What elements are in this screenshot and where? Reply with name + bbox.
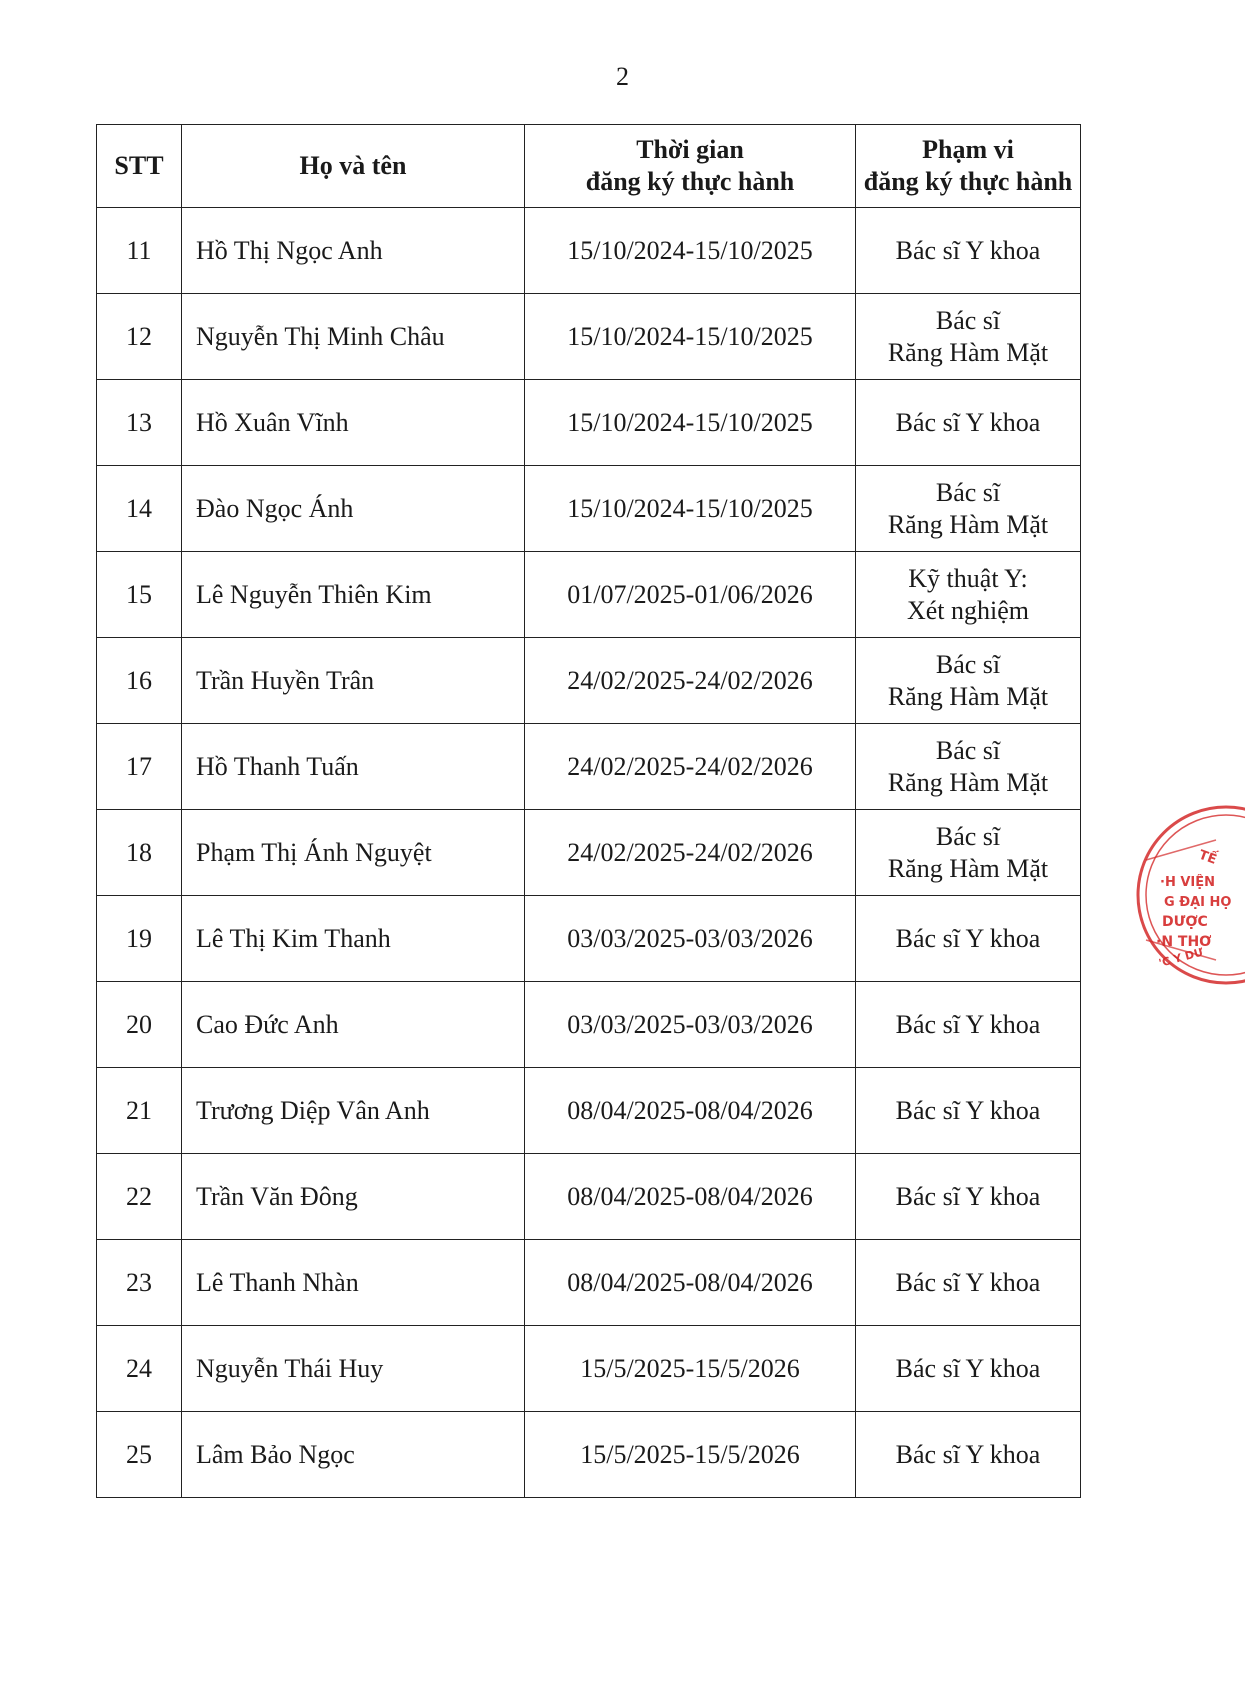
svg-text:DƯỢC: DƯỢC xyxy=(1162,914,1208,930)
table-row xyxy=(97,466,1081,552)
cell-name: Lê Thị Kim Thanh xyxy=(182,896,525,982)
table-row xyxy=(97,380,1081,466)
cell-scope xyxy=(856,380,1081,466)
cell-time: 15/10/2024-15/10/2025 xyxy=(525,208,856,294)
cell-time: 15/10/2024-15/10/2025 xyxy=(525,466,856,552)
cell-name: Nguyễn Thị Minh Châu xyxy=(182,294,525,380)
cell-name: Trương Diệp Vân Anh xyxy=(182,1068,525,1154)
cell-time: 08/04/2025-08/04/2026 xyxy=(525,1154,856,1240)
cell-time: 08/04/2025-08/04/2026 xyxy=(525,1068,856,1154)
header-stt: STT xyxy=(97,125,182,208)
cell-scope-line: Răng Hàm Mặt xyxy=(887,681,1049,711)
cell-stt: 12 xyxy=(97,294,182,380)
cell-stt: 14 xyxy=(97,466,182,552)
cell-scope xyxy=(856,1154,1081,1240)
cell-name: Lâm Bảo Ngọc xyxy=(182,1412,525,1498)
cell-scope xyxy=(856,638,1081,724)
cell-scope-line: Răng Hàm Mặt xyxy=(887,337,1049,367)
cell-time: 15/5/2025-15/5/2026 xyxy=(525,1326,856,1412)
header-scope-line-1: Phạm vi xyxy=(922,135,1014,164)
header-time-line-2: đăng ký thực hành xyxy=(585,167,795,196)
cell-scope-line: Bác sĩ xyxy=(935,477,1001,507)
cell-stt: 23 xyxy=(97,1240,182,1326)
table-row xyxy=(97,896,1081,982)
cell-name: Lê Nguyễn Thiên Kim xyxy=(182,552,525,638)
cell-time: 24/02/2025-24/02/2026 xyxy=(525,724,856,810)
header-scope xyxy=(856,125,1081,208)
svg-text:'C Y DƯ: 'C Y DƯ xyxy=(1157,945,1205,970)
page-number: 2 xyxy=(616,62,629,91)
table-row xyxy=(97,1412,1081,1498)
table-row xyxy=(97,294,1081,380)
table-body xyxy=(97,208,1081,1498)
table-row xyxy=(97,208,1081,294)
cell-scope xyxy=(856,552,1081,638)
cell-name: Nguyễn Thái Huy xyxy=(182,1326,525,1412)
cell-stt: 11 xyxy=(97,208,182,294)
cell-scope-line: Bác sĩ Y khoa xyxy=(895,1095,1041,1125)
svg-text:·H VIỆN: ·H VIỆN xyxy=(1160,875,1216,890)
cell-scope-line: Xét nghiệm xyxy=(906,595,1030,625)
cell-scope-line: Bác sĩ Y khoa xyxy=(895,1181,1041,1211)
cell-name: Trần Huyền Trân xyxy=(182,638,525,724)
cell-name: Lê Thanh Nhàn xyxy=(182,1240,525,1326)
cell-scope-line: Bác sĩ Y khoa xyxy=(895,407,1041,437)
cell-name: Hồ Thanh Tuấn xyxy=(182,724,525,810)
cell-stt: 18 xyxy=(97,810,182,896)
registration-table xyxy=(96,124,1081,1498)
cell-scope-line: Bác sĩ xyxy=(935,821,1001,851)
cell-time: 15/10/2024-15/10/2025 xyxy=(525,294,856,380)
cell-scope-line: Bác sĩ Y khoa xyxy=(895,1267,1041,1297)
cell-scope-line: Bác sĩ xyxy=(935,305,1001,335)
table-row xyxy=(97,982,1081,1068)
cell-scope xyxy=(856,1412,1081,1498)
cell-scope xyxy=(856,982,1081,1068)
cell-scope xyxy=(856,810,1081,896)
cell-stt: 21 xyxy=(97,1068,182,1154)
table-row xyxy=(97,724,1081,810)
cell-name: Cao Đức Anh xyxy=(182,982,525,1068)
cell-scope xyxy=(856,1326,1081,1412)
table-row xyxy=(97,1068,1081,1154)
cell-scope-line: Bác sĩ Y khoa xyxy=(895,235,1041,265)
cell-time: 24/02/2025-24/02/2026 xyxy=(525,638,856,724)
cell-scope-line: Răng Hàm Mặt xyxy=(887,767,1049,797)
table-row xyxy=(97,1326,1081,1412)
official-stamp-seal xyxy=(1126,800,1236,990)
cell-stt: 13 xyxy=(97,380,182,466)
cell-scope xyxy=(856,208,1081,294)
cell-name: Hồ Xuân Vĩnh xyxy=(182,380,525,466)
svg-text:TẾ: TẾ xyxy=(1196,847,1219,868)
svg-text:·N THƠ: ·N THƠ xyxy=(1156,934,1212,950)
svg-text:G ĐẠI HỌ: G ĐẠI HỌ xyxy=(1164,895,1232,910)
cell-name: Đào Ngọc Ánh xyxy=(182,466,525,552)
table-row xyxy=(97,810,1081,896)
cell-scope xyxy=(856,466,1081,552)
table-row xyxy=(97,1154,1081,1240)
cell-stt: 16 xyxy=(97,638,182,724)
cell-scope-line: Bác sĩ xyxy=(935,735,1001,765)
cell-scope-line: Bác sĩ Y khoa xyxy=(895,1439,1041,1469)
cell-scope-line: Bác sĩ Y khoa xyxy=(895,1009,1041,1039)
table-header-row xyxy=(97,125,1081,208)
cell-scope-line: Bác sĩ xyxy=(935,649,1001,679)
cell-scope-line: Bác sĩ Y khoa xyxy=(895,1353,1041,1383)
cell-stt: 25 xyxy=(97,1412,182,1498)
cell-scope-line: Kỹ thuật Y: xyxy=(908,563,1028,593)
cell-name: Trần Văn Đông xyxy=(182,1154,525,1240)
cell-stt: 24 xyxy=(97,1326,182,1412)
official-stamp xyxy=(1126,800,1236,990)
table-row xyxy=(97,638,1081,724)
cell-time: 15/5/2025-15/5/2026 xyxy=(525,1412,856,1498)
cell-scope xyxy=(856,1240,1081,1326)
cell-scope-line: Bác sĩ Y khoa xyxy=(895,923,1041,953)
cell-name: Hồ Thị Ngọc Anh xyxy=(182,208,525,294)
header-name: Họ và tên xyxy=(182,125,525,208)
cell-scope-line: Răng Hàm Mặt xyxy=(887,853,1049,883)
cell-time: 08/04/2025-08/04/2026 xyxy=(525,1240,856,1326)
cell-stt: 15 xyxy=(97,552,182,638)
cell-scope xyxy=(856,1068,1081,1154)
cell-stt: 20 xyxy=(97,982,182,1068)
table-row xyxy=(97,1240,1081,1326)
cell-stt: 22 xyxy=(97,1154,182,1240)
header-scope-line-2: đăng ký thực hành xyxy=(863,167,1073,196)
header-time xyxy=(525,125,856,208)
cell-name: Phạm Thị Ánh Nguyệt xyxy=(182,810,525,896)
cell-time: 03/03/2025-03/03/2026 xyxy=(525,982,856,1068)
cell-time: 01/07/2025-01/06/2026 xyxy=(525,552,856,638)
cell-scope xyxy=(856,294,1081,380)
table-row xyxy=(97,552,1081,638)
cell-time: 15/10/2024-15/10/2025 xyxy=(525,380,856,466)
cell-scope xyxy=(856,724,1081,810)
cell-time: 24/02/2025-24/02/2026 xyxy=(525,810,856,896)
cell-scope-line: Răng Hàm Mặt xyxy=(887,509,1049,539)
cell-time: 03/03/2025-03/03/2026 xyxy=(525,896,856,982)
cell-stt: 17 xyxy=(97,724,182,810)
cell-scope xyxy=(856,896,1081,982)
header-time-line-1: Thời gian xyxy=(636,135,744,164)
cell-stt: 19 xyxy=(97,896,182,982)
